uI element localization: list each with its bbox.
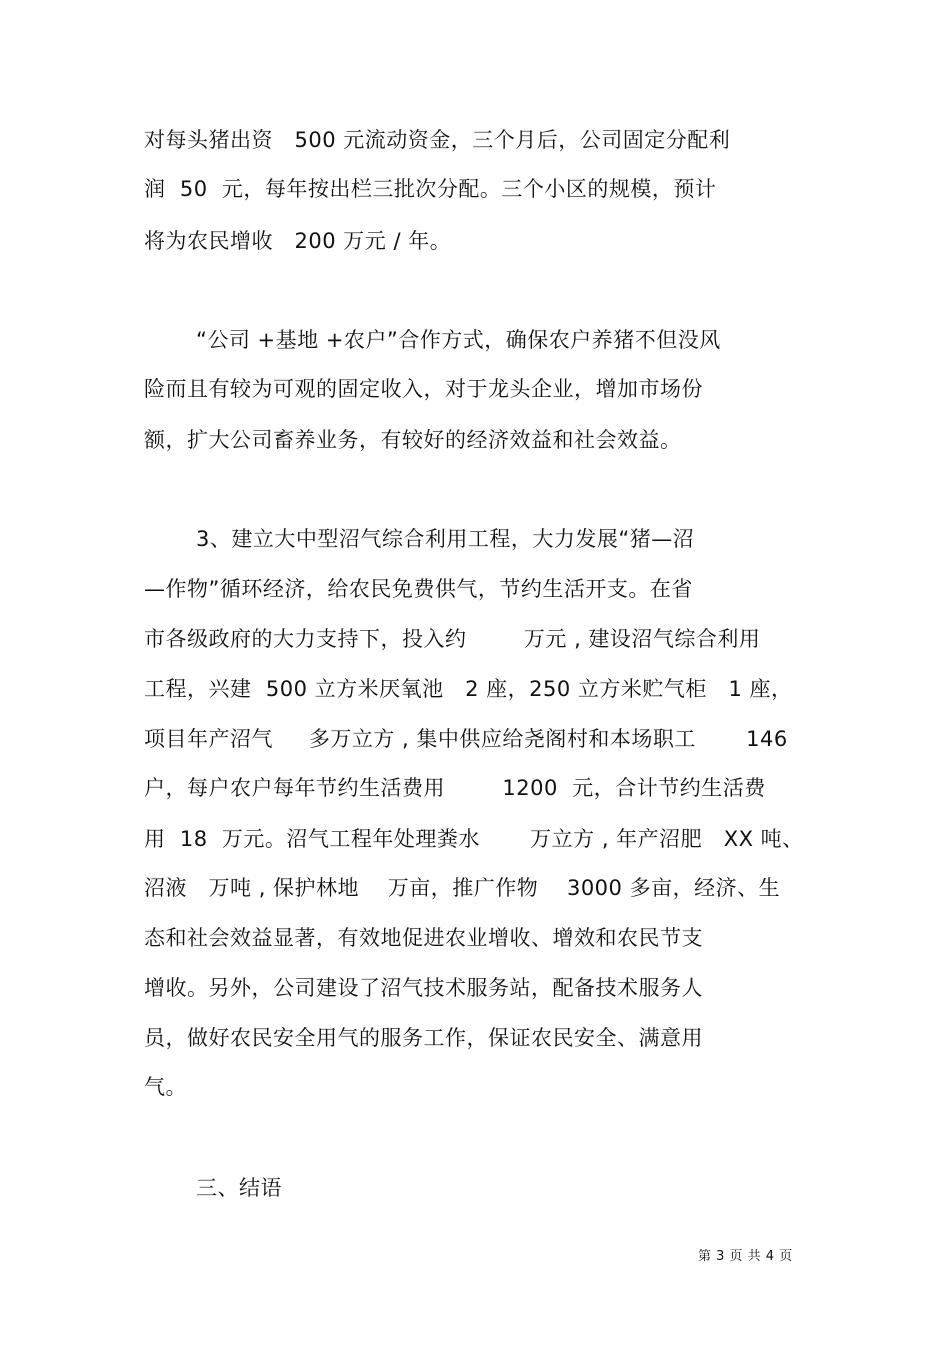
paragraph-2-line-1: “公司 +基地 +农户”合作方式，确保农户养猪不但没风: [196, 328, 721, 352]
paragraph-3-line-8: 沼液 万吨 , 保护林地 万亩，推广作物 3000 多亩，经济、生: [144, 876, 781, 900]
paragraph-3-line-7: 用 18 万元。沼气工程年处理粪水 万立方 , 年产沼肥 XX 吨、: [144, 827, 804, 851]
paragraph-3-line-9: 态和社会效益显著，有效地促进农业增收、增效和农民节支: [144, 926, 703, 950]
paragraph-3-line-5: 项目年产沼气 多万立方 , 集中供应给尧阁村和本场职工 146: [144, 727, 788, 751]
paragraph-2-line-2: 险而且有较为可观的固定收入，对于龙头企业，增加市场份: [144, 377, 703, 401]
paragraph-3-line-4: 工程，兴建 500 立方米厌氧池 2 座，250 立方米贮气柜 1 座，: [144, 677, 793, 701]
paragraph-1-line-3: 将为农民增收 200 万元 / 年。: [144, 229, 452, 253]
paragraph-3-line-6: 户，每户农户每年节约生活费用 1200 元，合计节约生活费: [144, 776, 766, 800]
section-heading: 三、结语: [196, 1176, 282, 1200]
paragraph-3-line-2: —作物”循环经济，给农民免费供气，节约生活开支。在省: [144, 577, 693, 601]
paragraph-3-line-10: 增收。另外，公司建设了沼气技术服务站，配备技术服务人: [144, 976, 703, 1000]
paragraph-3-line-11: 员，做好农民安全用气的服务工作，保证农民安全、满意用: [144, 1026, 703, 1050]
paragraph-3-line-3: 市各级政府的大力支持下，投入约 万元 , 建设沼气综合利用: [144, 627, 761, 651]
paragraph-1-line-1: 对每头猪出资 500 元流动资金，三个月后，公司固定分配利: [144, 128, 731, 152]
page-number-footer: 第 3 页 共 4 页: [698, 1249, 793, 1264]
paragraph-3-line-12: 气。: [144, 1075, 187, 1099]
paragraph-1-line-2: 润 50 元，每年按出栏三批次分配。三个小区的规模，预计: [144, 177, 717, 201]
paragraph-3-line-1: 3、建立大中型沼气综合利用工程，大力发展“猪—沼: [196, 527, 695, 551]
paragraph-2-line-3: 额，扩大公司畜养业务，有较好的经济效益和社会效益。: [144, 428, 682, 452]
